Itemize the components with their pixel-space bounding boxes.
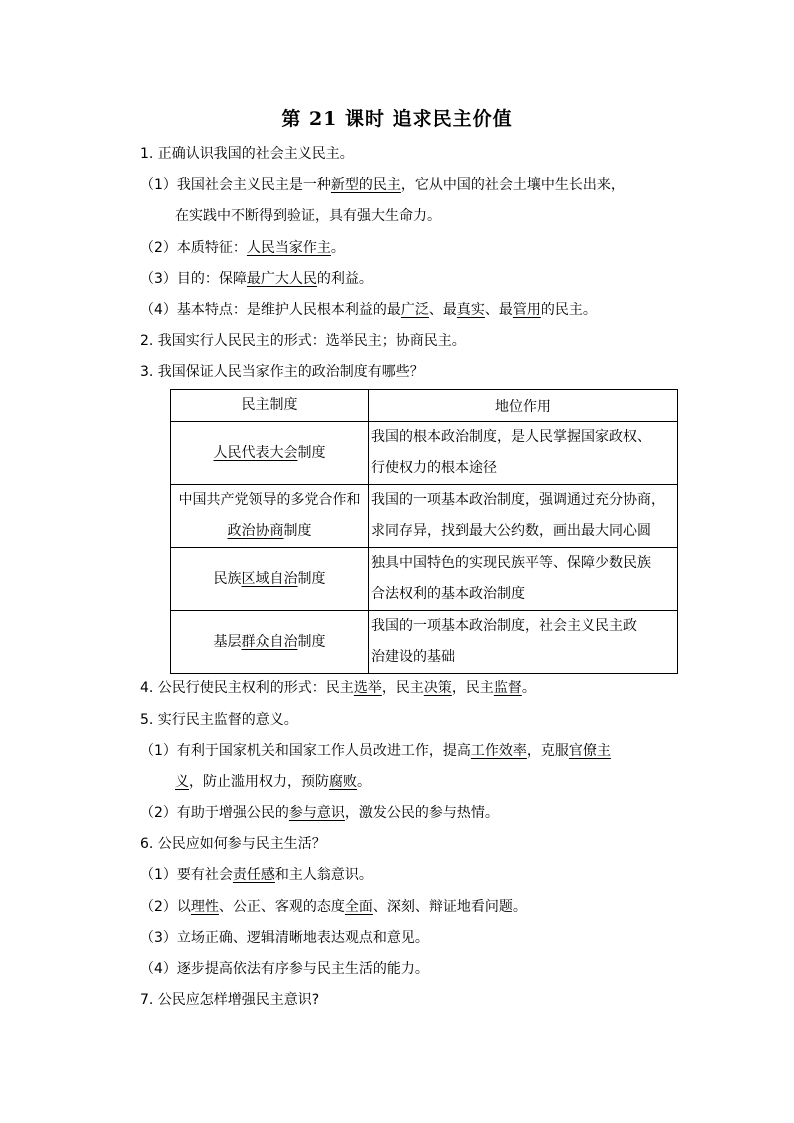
text: （1）要有社会 <box>140 867 233 883</box>
underlined-term: 义 <box>175 774 189 790</box>
table-cell-system <box>171 485 369 548</box>
text: 制度 <box>297 444 326 461</box>
underlined-term: 监督 <box>493 680 522 696</box>
section-6-point-1 <box>140 865 373 885</box>
section-7-heading: 7. 公民应怎样增强民主意识? <box>140 992 320 1008</box>
section-1-point-1-cont: 在实践中不断得到验证，具有强大生命力。 <box>175 208 441 224</box>
text: 我国的一项基本政治制度，强调通过充分协商， <box>371 492 665 508</box>
underlined-term: 参与意识 <box>288 805 345 821</box>
text: 的民主。 <box>540 302 597 318</box>
section-5-heading: 5. 实行民主监督的意义。 <box>140 712 298 728</box>
text: 我国的根本政治制度，是人民掌握国家政权、 <box>371 429 651 445</box>
underlined-term: 政治协商 <box>227 523 284 539</box>
section-6-point-4: （4）逐步提高依法有序参与民主生活的能力。 <box>140 961 429 977</box>
text: 独具中国特色的实现民族平等、保障少数民族 <box>371 555 651 571</box>
underlined-term: 腐败 <box>329 774 357 790</box>
table-cell-role <box>369 548 678 611</box>
underlined-term: 管用 <box>512 302 541 318</box>
text: 4. 公民行使民主权利的形式：民主 <box>140 680 354 696</box>
text: 基层 <box>213 633 242 650</box>
text: 制度 <box>297 633 326 650</box>
text: （4）基本特点：是维护人民根本利益的最 <box>140 302 401 318</box>
text: 我国的一项基本政治制度，社会主义民主政 <box>371 618 637 634</box>
text: 民族 <box>213 570 242 587</box>
underlined-term: 新型的民主 <box>330 177 401 193</box>
section-4 <box>140 678 536 698</box>
table-row <box>171 485 678 548</box>
section-2: 2. 我国实行人民民主的形式：选举民主；协商民主。 <box>140 333 466 349</box>
text: ，它从中国的社会土壤中生长出来， <box>400 177 625 193</box>
text: ，激发公民的参与热情。 <box>344 805 499 821</box>
section-1-point-4 <box>140 300 597 320</box>
democracy-systems-table <box>170 389 678 674</box>
text: 治建设的基础 <box>371 649 455 665</box>
text: 中国共产党领导的多党合作和 <box>178 492 361 508</box>
section-6-heading: 6. 公民应如何参与民主生活？ <box>140 836 326 852</box>
underlined-term: 广泛 <box>400 302 429 318</box>
text: 。 <box>357 774 371 790</box>
text: ，民主 <box>381 680 424 696</box>
table-cell-role <box>369 485 678 548</box>
underlined-term: 决策 <box>423 680 452 696</box>
text: 。 <box>330 240 345 256</box>
table-header-role: 地位作用 <box>369 390 678 422</box>
text: 制度 <box>283 523 312 539</box>
section-5-point-1 <box>140 741 611 761</box>
underlined-term: 全面 <box>344 899 373 915</box>
text: ，防止滥用权力，预防 <box>189 774 329 790</box>
text: 制度 <box>297 570 326 587</box>
section-1-heading: 1. 正确认识我国的社会主义民主。 <box>140 146 354 162</box>
text: 、最 <box>484 302 513 318</box>
section-1-point-2 <box>140 238 345 258</box>
text: 求同存异，找到最大公约数，画出最大同心圆 <box>371 523 651 539</box>
table-cell-system <box>171 611 369 674</box>
section-5-point-2 <box>140 803 499 823</box>
section-1-point-1 <box>140 175 625 195</box>
underlined-term: 区域自治 <box>241 570 298 587</box>
underlined-term: 人民代表大会 <box>213 444 298 461</box>
text: 和主人翁意识。 <box>274 867 373 883</box>
underlined-term: 人民当家作主 <box>246 240 331 256</box>
text: 的利益。 <box>316 271 373 287</box>
underlined-term: 官僚主 <box>568 743 611 759</box>
text: ，克服 <box>526 743 569 759</box>
table-row <box>171 422 678 485</box>
section-1-point-3 <box>140 269 373 289</box>
page-title: 第 21 课时 追求民主价值 <box>281 108 513 130</box>
underlined-term: 工作效率 <box>470 743 527 759</box>
text: 合法权利的基本政治制度 <box>371 586 525 602</box>
underlined-term: 真实 <box>456 302 485 318</box>
underlined-term: 理性 <box>190 899 219 915</box>
table-header-system: 民主制度 <box>171 390 369 422</box>
section-6-point-2 <box>140 897 527 917</box>
text: 、公正、客观的态度 <box>218 899 345 915</box>
text: 、深刻、辩证地看问题。 <box>372 899 527 915</box>
underlined-term: 责任感 <box>232 867 275 883</box>
section-5-point-1-cont <box>175 772 371 792</box>
text: 、最 <box>428 302 457 318</box>
text: ，民主 <box>451 680 494 696</box>
section-6-point-3: （3）立场正确、逻辑清晰地表达观点和意见。 <box>140 930 429 946</box>
text: （2）有助于增强公民的 <box>140 805 289 821</box>
table-cell-system <box>171 548 369 611</box>
text: （2）本质特征： <box>140 240 247 256</box>
section-3-heading: 3. 我国保证人民当家作主的政治制度有哪些？ <box>140 364 424 380</box>
underlined-term: 群众自治 <box>241 633 298 650</box>
table-cell-system <box>171 422 369 485</box>
table-row <box>171 548 678 611</box>
text: （1）有利于国家机关和国家工作人员改进工作，提高 <box>140 743 471 759</box>
table-row <box>171 611 678 674</box>
underlined-term: 选举 <box>353 680 382 696</box>
text: 行使权力的根本途径 <box>371 460 497 476</box>
text: （2）以 <box>140 899 191 915</box>
text: 。 <box>521 680 536 696</box>
text: （1）我国社会主义民主是一种 <box>140 177 331 193</box>
table-cell-role <box>369 611 678 674</box>
table-header-row <box>171 390 678 422</box>
table-cell-role <box>369 422 678 485</box>
underlined-term: 最广大人民 <box>246 271 317 287</box>
text: （3）目的：保障 <box>140 271 247 287</box>
